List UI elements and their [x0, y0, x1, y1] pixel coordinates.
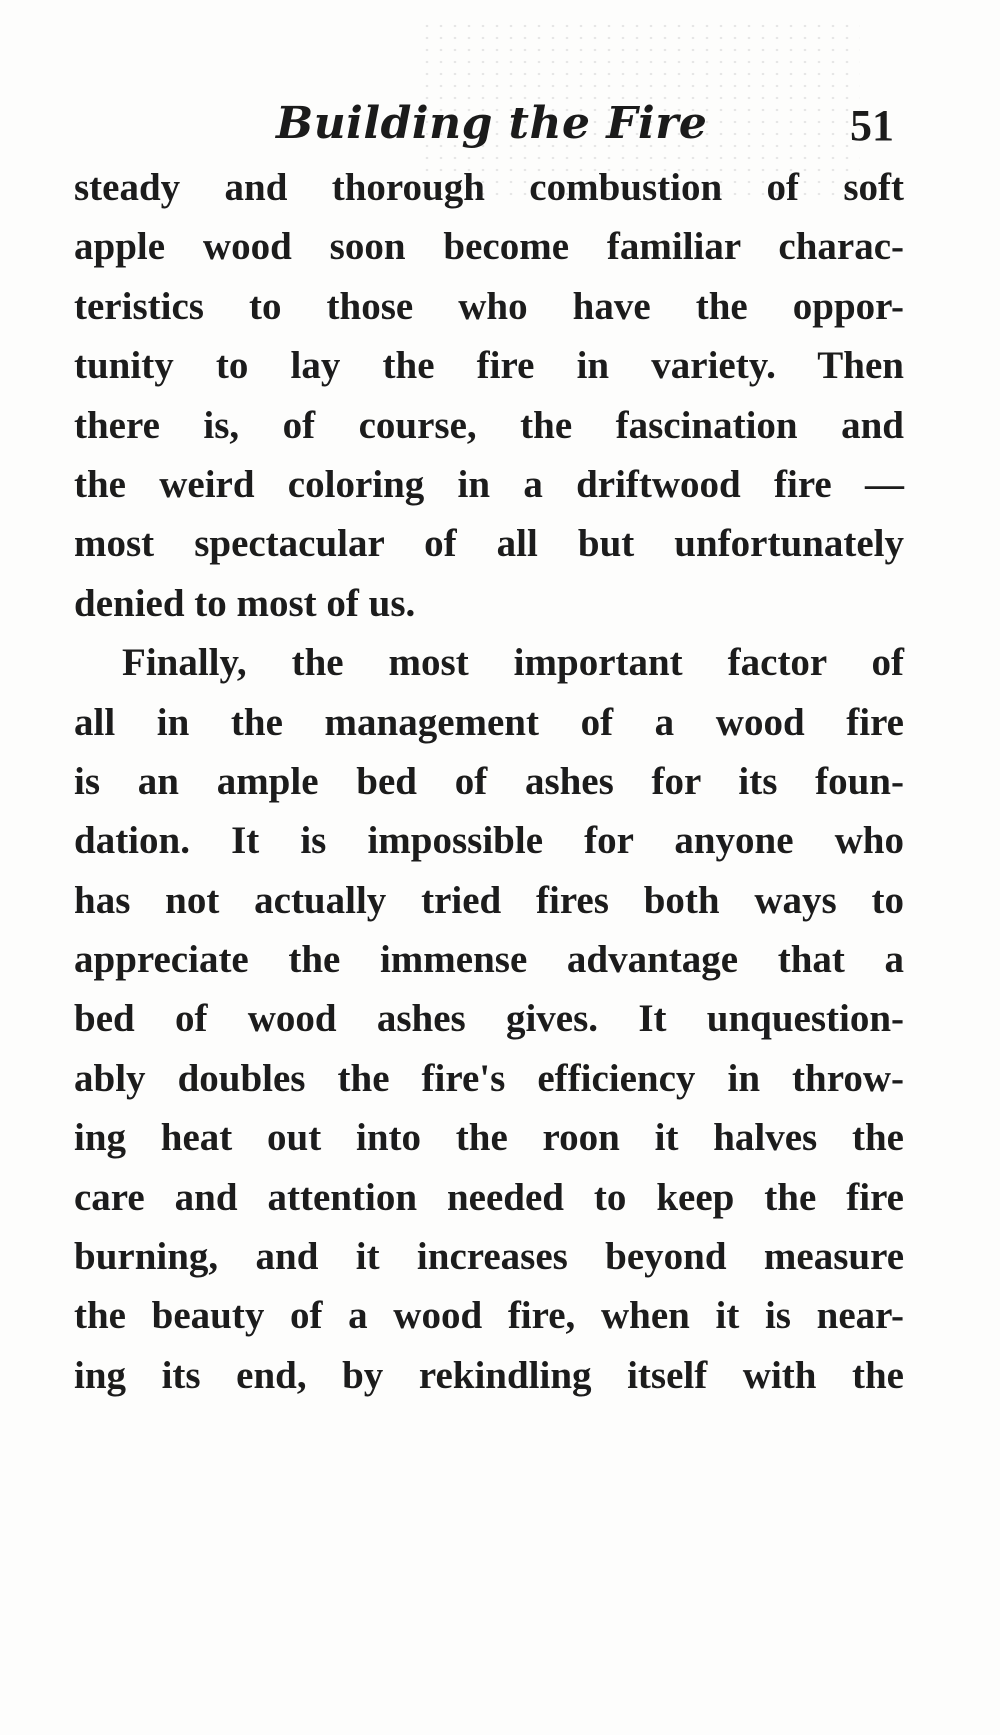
- text-line: most spectacular of all but unfortunately: [74, 522, 904, 566]
- paragraph-1: [74, 158, 904, 633]
- body-text: [74, 158, 904, 1405]
- paragraph-2: [74, 633, 904, 1405]
- text-line: ing heat out into the roon it halves the: [74, 1116, 904, 1160]
- text-line: dation. It is impossible for anyone who: [74, 819, 904, 863]
- page-header: [74, 98, 894, 158]
- text-line: apple wood soon become familiar charac-: [74, 225, 904, 269]
- text-line: there is, of course, the fascination and: [74, 403, 904, 447]
- page-number: 51: [850, 101, 894, 150]
- text-line: all in the management of a wood fire: [74, 700, 904, 744]
- text-line: the weird coloring in a driftwood fire —: [74, 462, 904, 506]
- text-line: is an ample bed of ashes for its foun-: [74, 759, 904, 803]
- text-line: steady and thorough combustion of soft: [74, 166, 904, 209]
- text-line: ably doubles the fire's efficiency in throw-: [74, 1056, 904, 1100]
- text-line: burning, and it increases beyond measure: [74, 1235, 904, 1279]
- text-line: tunity to lay the fire in variety. Then: [74, 344, 904, 388]
- text-line: denied to most of us.: [74, 581, 416, 625]
- text-line: Finally, the most important factor of: [122, 641, 904, 685]
- text-line: the beauty of a wood fire, when it is near-: [74, 1294, 904, 1338]
- text-line: teristics to those who have the oppor-: [74, 284, 904, 328]
- text-line: has not actually tried fires both ways to: [74, 878, 904, 922]
- running-title: Building the Fire: [276, 98, 708, 149]
- text-line: bed of wood ashes gives. It unquestion-: [74, 997, 904, 1041]
- text-line: ing its end, by rekindling itself with the: [74, 1353, 904, 1397]
- text-line: care and attention needed to keep the fire: [74, 1175, 904, 1219]
- text-line: appreciate the immense advantage that a: [74, 938, 904, 982]
